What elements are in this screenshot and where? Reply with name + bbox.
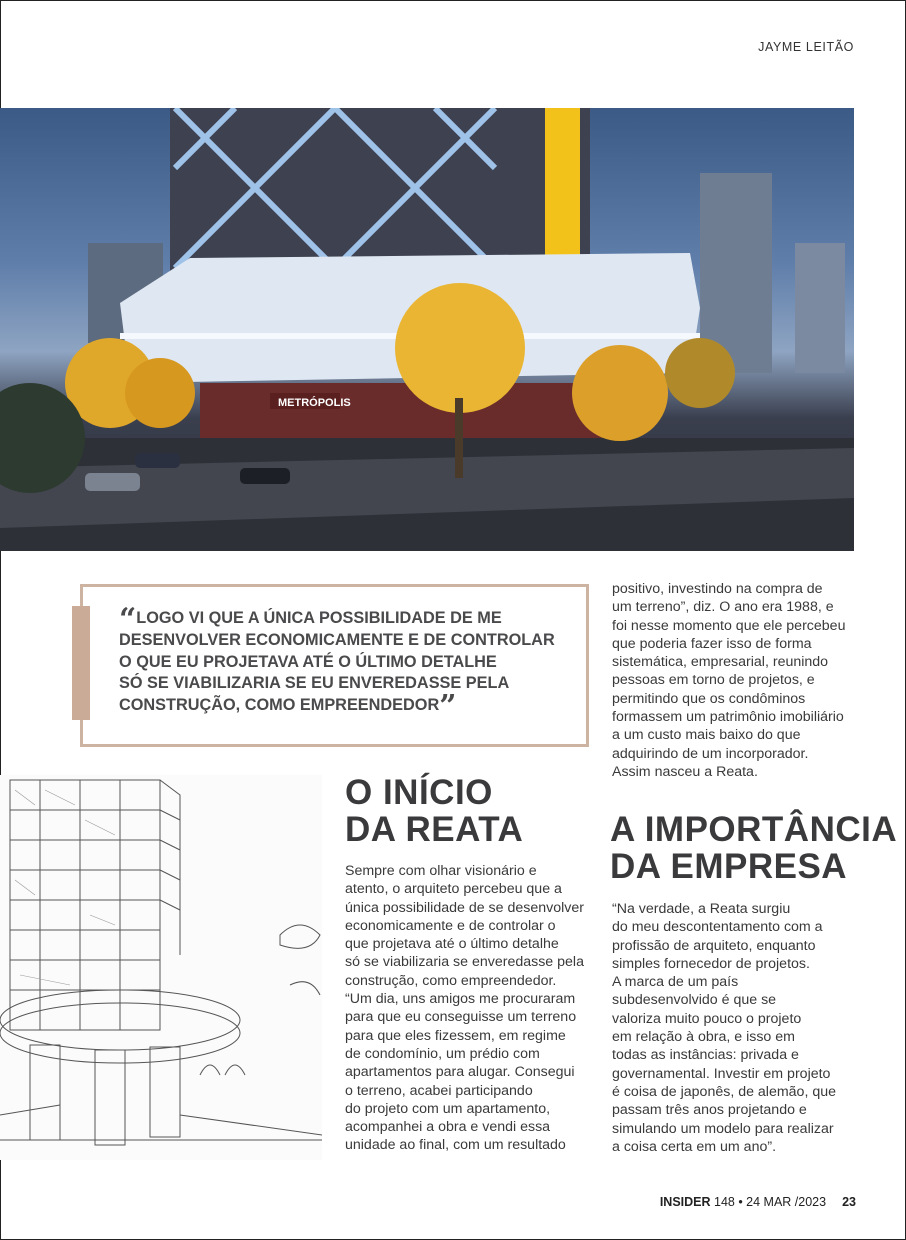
page-number: 23: [842, 1195, 856, 1209]
section-body-o-inicio-continued: positivo, investindo na compra de um terreno”, diz. O ano era 1988, e foi nesse momento que ele percebeu que poderia fazer isso de forma sistemática, empresarial, reunindo pessoas em torno de projetos, e permitindo que os condôminos formassem um patrimônio imobiliário a um custo mais baixo do que adquirindo de um incorporador. Assim nasceu a Reata.: [612, 581, 846, 780]
architectural-sketch: [0, 775, 322, 1160]
issue-info: 148 • 24 MAR /2023: [714, 1195, 827, 1209]
building-render-illustration: [0, 108, 854, 551]
section-body-o-inicio: Sempre com olhar visionário e atento, o arquiteto percebeu que a única possibilidade de se desenvolver economicamente e de controlar o que projetava até o último detalhe só se viabilizaria se enveredasse pela construção, como empreendedor. “Um dia, uns amigos me procuraram para que eu conseguisse um terreno para que eles fizessem, em regime de condomínio, um prédio com apartamentos para alugar. Consegui o terreno, acabei participando do projeto com um apartamento, acompanhei a obra e vendi essa unidade ao final, com um resultado: [345, 863, 584, 1154]
pull-quote: [119, 602, 579, 725]
section-heading-o-inicio: O INÍCIO DA REATA: [345, 773, 524, 849]
building-photo: [0, 108, 854, 551]
section-body-importancia: “Na verdade, a Reata surgiu do meu descontentamento com a profissão de arquiteto, enquanto simples fornecedor de projetos. A marca de um país subdesenvolvido é que se valoriza muito pouco o projeto em relação à obra, e isso em todas as instâncias: privada e governamental. Investir em projeto é coisa de japonês, de alemão, que passam três anos projetando e simulando um modelo para realizar a coisa certa em um ano”.: [612, 901, 837, 1155]
pull-quote-accent-bar: [72, 606, 90, 720]
building-sketch-illustration: [0, 775, 322, 1160]
section-heading-importancia: A IMPORTÂNCIA DA EMPRESA: [610, 810, 898, 886]
metropolis-sign: METRÓPOLIS: [278, 397, 351, 409]
pull-quote-text: LOGO VI QUE A ÚNICA POSSIBILIDADE DE ME DESENVOLVER ECONOMICAMENTE E DE CONTROLAR O QUE EU PROJETAVA ATÉ O ÚLTIMO DETALHE SÓ SE VIABILIZARIA SE EU ENVEREDASSE PELA CONSTRUÇÃO, COMO EMPREENDEDOR: [119, 609, 555, 715]
close-quote-mark: ”: [439, 689, 457, 725]
open-quote-mark: “: [119, 602, 137, 637]
magazine-name: INSIDER: [659, 1195, 711, 1209]
page-footer: [660, 1195, 856, 1209]
author-name: JAYME LEITÃO: [758, 40, 854, 54]
